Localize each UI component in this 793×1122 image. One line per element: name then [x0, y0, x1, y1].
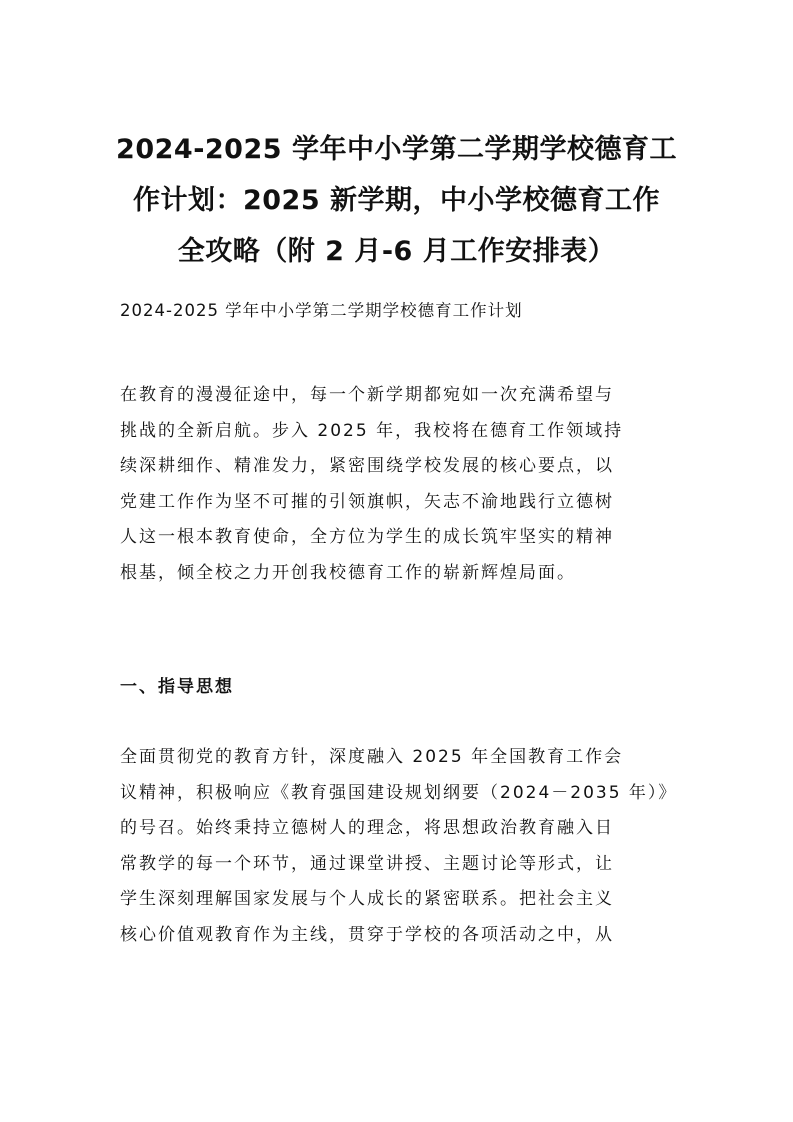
document-subtitle: 2024-2025 学年中小学第二学期学校德育工作计划: [120, 301, 523, 320]
paragraph-line: 党建工作作为坚不可摧的引领旗帜，矢志不渝地践行立德树: [120, 491, 614, 512]
intro-paragraph: [120, 378, 680, 591]
paragraph-line: 全面贯彻党的教育方针，深度融入 2025 年全国教育工作会: [120, 747, 624, 767]
title-line: 作计划：2025 新学期，中小学校德育工作: [132, 185, 661, 216]
document-title: [110, 124, 683, 277]
paragraph-line: 议精神，积极响应《教育强国建设规划纲要（2024－2035 年）》: [120, 782, 678, 803]
paragraph-line: 根基，倾全校之力开创我校德育工作的崭新辉煌局面。: [120, 562, 576, 583]
paragraph-line: 学生深刻理解国家发展与个人成长的紧密联系。把社会主义: [120, 889, 614, 909]
paragraph-line: 人这一根本教育使命，全方位为学生的成长筑牢坚实的精神: [120, 527, 614, 547]
title-line: 2024-2025 学年中小学第二学期学校德育工: [116, 134, 677, 165]
paragraph-line: 的号召。始终秉持立德树人的理念，将思想政治教育融入日: [120, 818, 614, 838]
paragraph-line: 续深耕细作、精准发力，紧密围绕学校发展的核心要点，以: [120, 456, 614, 476]
paragraph-line: 在教育的漫漫征途中，每一个新学期都宛如一次充满希望与: [120, 385, 614, 405]
section-heading-guiding-ideology: 一、指导思想: [120, 677, 234, 697]
paragraph-line: 挑战的全新启航。步入 2025 年，我校将在德育工作领域持: [120, 420, 624, 441]
title-line: 全攻略（附 2 月-6 月工作安排表）: [177, 236, 616, 267]
guiding-ideology-paragraph: [120, 740, 680, 953]
paragraph-line: 常教学的每一个环节，通过课堂讲授、主题讨论等形式，让: [120, 853, 614, 874]
paragraph-line: 核心价值观教育作为主线，贯穿于学校的各项活动之中，从: [120, 924, 614, 945]
